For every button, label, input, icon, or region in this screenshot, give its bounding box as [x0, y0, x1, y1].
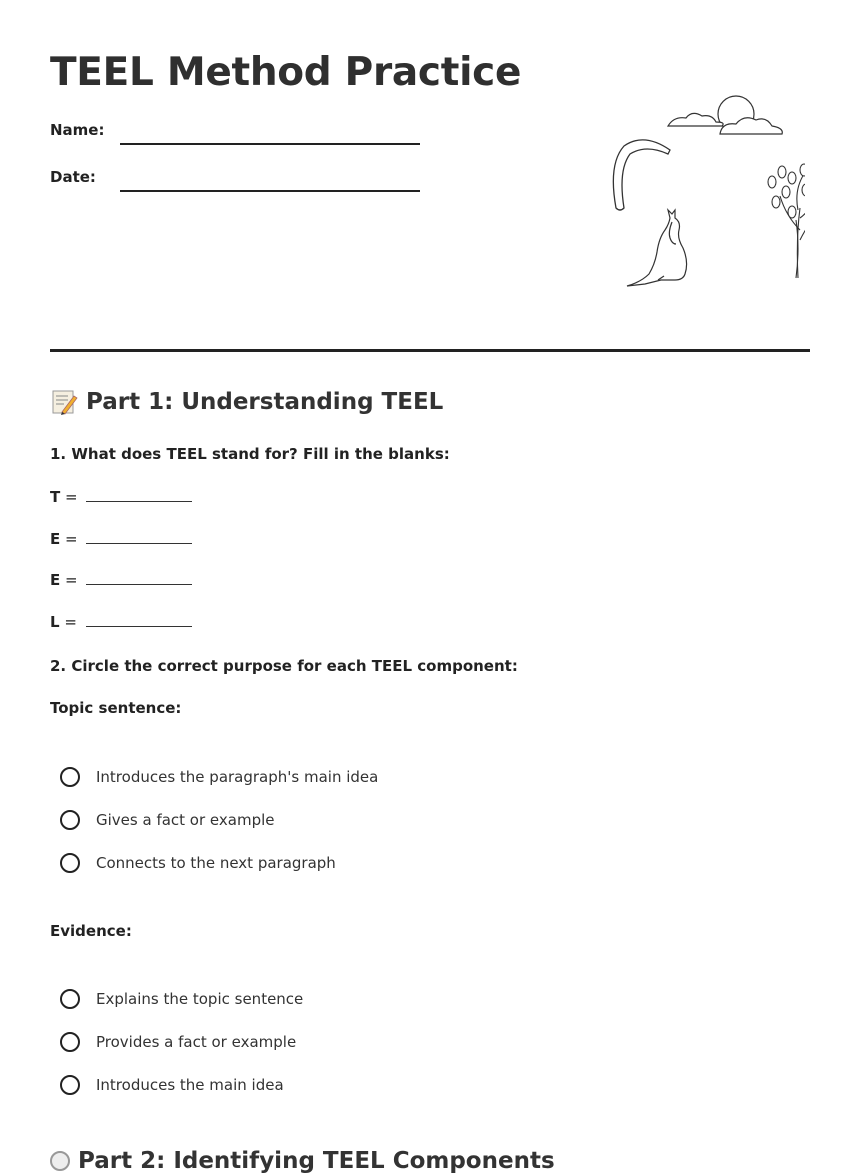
- blank-letter: E: [50, 571, 61, 589]
- part1-heading: [50, 388, 443, 416]
- memo-pencil-icon: [50, 388, 78, 416]
- evidence-label: Evidence:: [50, 922, 132, 940]
- blank-line[interactable]: [86, 570, 192, 585]
- blank-letter: E: [50, 530, 61, 548]
- blank-line[interactable]: [86, 612, 192, 627]
- option-text: Introduces the main idea: [96, 1076, 284, 1094]
- blank-equals: =: [65, 488, 78, 506]
- question-1: 1. What does TEEL stand for? Fill in the blanks:: [50, 445, 450, 463]
- part1-title: Part 1: Understanding TEEL: [86, 389, 444, 415]
- evidence-option[interactable]: [60, 989, 303, 1009]
- option-text: Connects to the next paragraph: [96, 854, 336, 872]
- evidence-option[interactable]: [60, 1075, 284, 1095]
- option-text: Introduces the paragraph's main idea: [96, 768, 379, 786]
- part2-title: Part 2: Identifying TEEL Components: [78, 1148, 555, 1174]
- magnifier-icon: [50, 1151, 70, 1171]
- blank-equals: =: [65, 571, 78, 589]
- option-text: Gives a fact or example: [96, 811, 275, 829]
- date-input-line[interactable]: [120, 190, 420, 192]
- sun-cloud-icon: [668, 96, 782, 134]
- blank-equals: =: [65, 530, 78, 548]
- blank-e1: [50, 529, 192, 548]
- name-label: Name:: [50, 121, 105, 139]
- name-field: [50, 121, 120, 139]
- gum-tree-icon: [768, 164, 805, 278]
- worksheet-page: [50, 0, 810, 1174]
- topic-sentence-label: Topic sentence:: [50, 699, 182, 717]
- boomerang-icon: [613, 140, 670, 210]
- blank-letter: T: [50, 488, 61, 506]
- blank-l: [50, 612, 192, 631]
- option-circle[interactable]: [60, 853, 80, 873]
- date-field: [50, 168, 120, 186]
- option-circle[interactable]: [60, 989, 80, 1009]
- blank-t: [50, 487, 192, 506]
- australian-scene-illustration: [560, 90, 805, 290]
- topic-option[interactable]: [60, 810, 274, 830]
- part2-heading: [50, 1148, 555, 1174]
- blank-e2: [50, 570, 192, 589]
- question-2: 2. Circle the correct purpose for each TEEL component:: [50, 657, 518, 675]
- blank-letter: L: [50, 613, 60, 631]
- kangaroo-icon: [627, 210, 687, 286]
- section-divider: [50, 349, 810, 352]
- option-circle[interactable]: [60, 810, 80, 830]
- topic-option[interactable]: [60, 767, 378, 787]
- option-circle[interactable]: [60, 767, 80, 787]
- topic-option[interactable]: [60, 853, 336, 873]
- blank-equals: =: [64, 613, 77, 631]
- option-text: Provides a fact or example: [96, 1033, 297, 1051]
- name-input-line[interactable]: [120, 143, 420, 145]
- blank-line[interactable]: [86, 529, 192, 544]
- date-label: Date:: [50, 168, 96, 186]
- option-circle[interactable]: [60, 1032, 80, 1052]
- page-title: TEEL Method Practice: [50, 50, 522, 95]
- evidence-option[interactable]: [60, 1032, 296, 1052]
- option-text: Explains the topic sentence: [96, 990, 304, 1008]
- blank-line[interactable]: [86, 487, 192, 502]
- option-circle[interactable]: [60, 1075, 80, 1095]
